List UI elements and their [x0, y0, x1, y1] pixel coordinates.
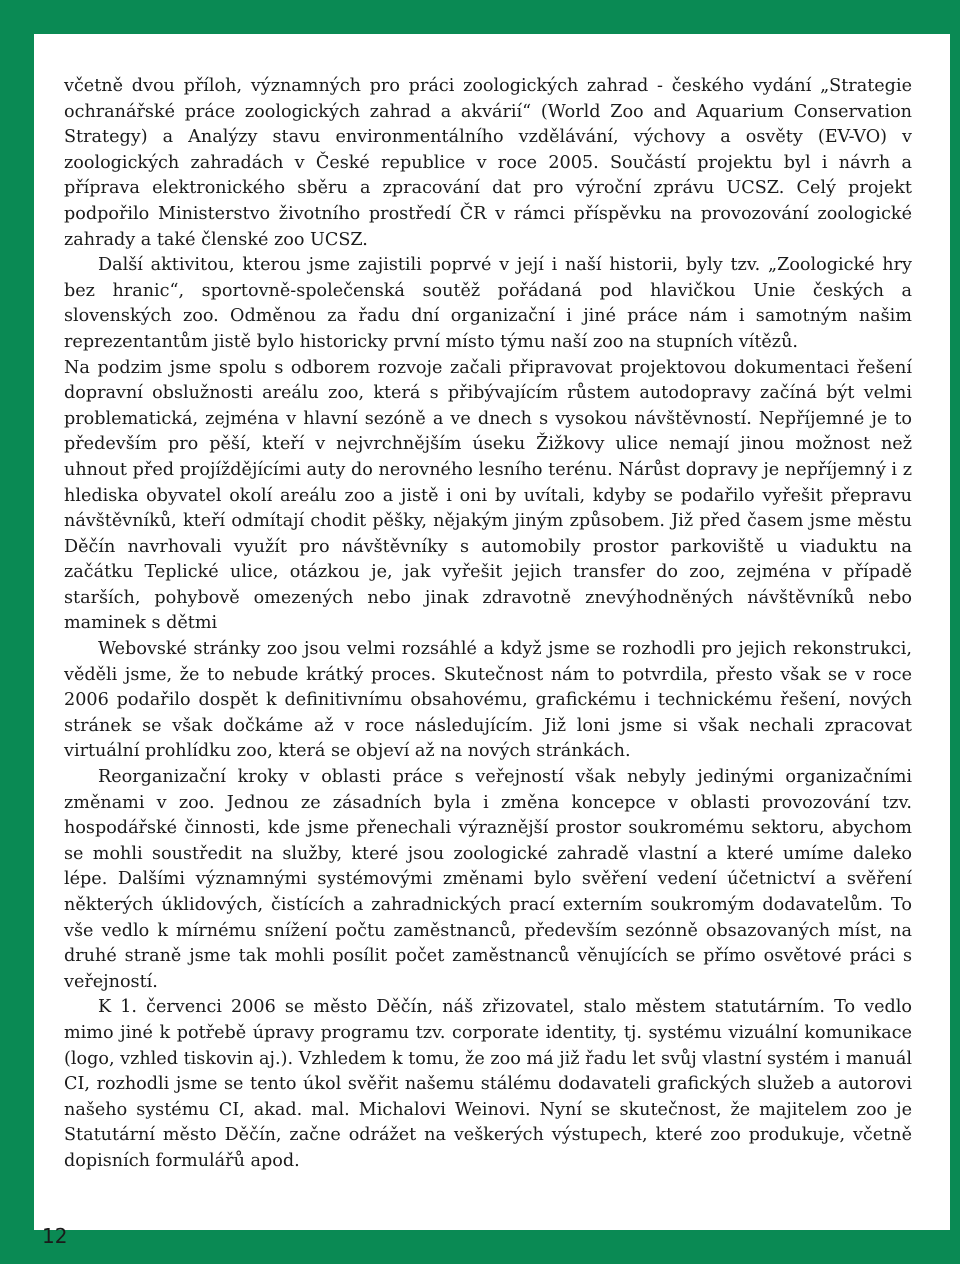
paragraph-3: Na podzim jsme spolu s odborem rozvoje začali připravovat projektovou dokumentaci řešení dopravní obslužnosti areálu zoo, která s přibývajícím růstem autodopravy začíná být velmi problematická, zejména v hlavní sezóně a ve dnech s vysokou návštěvností. Nepříjemné je to především pro pěší, kteří v nejvrchnějším úseku Žižkovy ulice nemají jinou možnost než uhnout před projíždějícími auty do nerovného lesního terénu. Nárůst dopravy je nepříjemný i z hlediska obyvatel okolí areálu zoo a jistě i oni by uvítali, kdyby se podařilo vyřešit přepravu návštěvníků, kteří odmítají chodit pěšky, nějakým jiným způsobem. Již před časem jsme městu Děčín navrhovali využít pro návštěvníky s automobily prostor parkoviště u viaduktu na začátku Teplické ulice, otázkou je, jak vyřešit jejich transfer do zoo, zejména v případě starších, pohybově omezených nebo jinak zdravotně znevýhodněných návštěvníků nebo maminek s dětmi [64, 357, 912, 634]
paragraph-5: Reorganizační kroky v oblasti práce s veřejností však nebyly jedinými organizačními změnami v zoo. Jednou ze zásadních byla i změna koncepce v oblasti provozování tzv. hospodářské činnosti, kde jsme přenechali výraznější prostor soukromému sektoru, abychom se mohli soustředit na služby, které jsou zoologické zahradě vlastní a které umíme daleko lépe. Dalšími významnými systémovými změnami bylo svěření vedení účetnictví a svěření některých úklidových, čistících a zahradnických prací externím soukromým dodavatelům. To vše vedlo k mírnému snížení počtu zaměstnanců, především sezónně obsazovaných míst, na druhé straně jsme tak mohli posílit počet zaměstnanců věnujících se přímo osvětové práci s veřejností. [64, 767, 912, 992]
page [34, 34, 950, 1230]
paragraph-4: Webovské stránky zoo jsou velmi rozsáhlé a když jsme se rozhodli pro jejich rekonstrukci, věděli jsme, že to nebude krátký proces. Skutečnost nám to potvrdila, přesto však se v roce 2006 podařilo dospět k definitivnímu obsahovému, grafickému i technickému řešení, nových stránek se však dočkáme až v roce následujícím. Již loni jsme si však nechali zpracovat virtuální prohlídku zoo, která se objeví až na nových stránkách. [64, 639, 912, 762]
body-text [64, 74, 912, 1175]
paragraph-6: K 1. červenci 2006 se město Děčín, náš zřizovatel, stalo městem statutárním. To vedlo mimo jiné k potřebě úpravy programu tzv. corporate identity, tj. systému vizuální komunikace (logo, vzhled tiskovin aj.). Vzhledem k tomu, že zoo má již řadu let svůj vlastní systém i manuál CI, rozhodli jsme se tento úkol svěřit našemu stálému dodavateli grafických služeb a autorovi našeho systému CI, akad. mal. Michalovi Weinovi. Nyní se skutečnost, že majitelem zoo je Statutární město Děčín, začne odrážet na veškerých výstupech, které zoo produkuje, včetně dopisních formulářů apod. [64, 997, 912, 1171]
page-number: 12 [42, 1224, 68, 1248]
paragraph-1: včetně dvou příloh, významných pro práci zoologických zahrad - českého vydání „Strategie ochranářské práce zoologických zahrad a akvárií“ (World Zoo and Aquarium Conservation Strategy) a Analýzy stavu environmentálního vzdělávání, výchovy a osvěty (EV-VO) v zoologických zahradách v České republice v roce 2005. Součástí projektu byl i návrh a příprava elektronického sběru a zpracování dat pro výroční zprávu UCSZ. Celý projekt podpořilo Ministerstvo životního prostředí ČR v rámci příspěvku na provozování zoologické zahrady a také členské zoo UCSZ. [64, 76, 912, 250]
paragraph-2: Další aktivitou, kterou jsme zajistili poprvé v její i naší historii, byly tzv. „Zoologické hry bez hranic“, sportovně-společenská soutěž pořádaná pod hlavičkou Unie českých a slovenských zoo. Odměnou za řadu dní organizační i jiné práce nám i samotným našim reprezentantům jistě bylo historicky první místo týmu naší zoo na stupních vítězů. [64, 255, 912, 352]
